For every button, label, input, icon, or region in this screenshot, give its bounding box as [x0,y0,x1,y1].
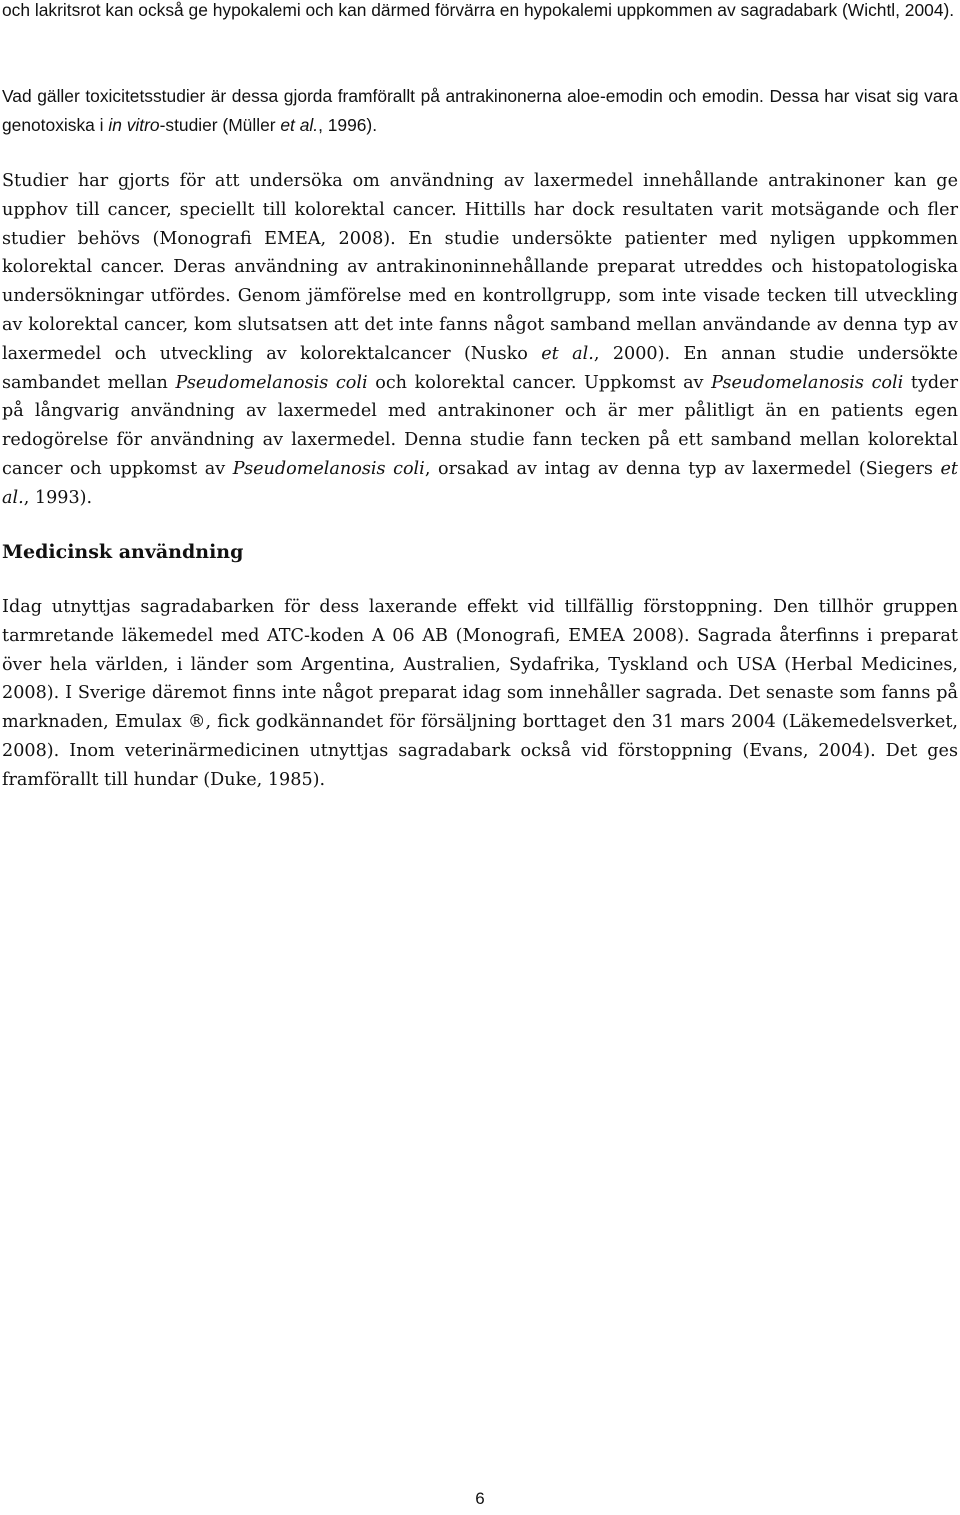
paragraph-cancer-studier: Studier har gjorts för att undersöka om användning av laxermedel innehållande antrakinoner kan ge upphov till cancer, speciellt till kolorektal cancer. Hittills har dock resultaten varit motsägande och fler studier behövs (Monografi EMEA, 2008). En studie undersökte patienter med nyligen uppkommen kolorektal cancer. Deras användning av antrakinoninnehållande preparat utreddes och histopatologiska undersökningar utfördes. Genom jämförelse med en kontrollgrupp, som inte visade tecken till utveckling av kolorektal cancer, kom slutsatsen att det inte fanns något samband mellan användande av denna typ av laxermedel och utveckling av kolorektalcancer (Nusko et al., 2000). En annan studie undersökte sambandet mellan Pseudomelanosis coli och kolorektal cancer. Uppkomst av Pseudomelanosis coli tyder på långvarig användning av laxermedel med antrakinoner och är mer pålitligt än en patients egen redogörelse för användning av laxermedel. Denna studie fann tecken på ett samband mellan kolorektal cancer och uppkomst av Pseudomelanosis coli, orsakad av intag av denna typ av laxermedel (Siegers et al., 1993). [2,171,958,508]
paragraph-toxicitet: Vad gäller toxicitetsstudier är dessa gjorda framförallt på antrakinonerna aloe-emodin och emodin. Dessa har visat sig vara genotoxiska i in vitro-studier (Müller et al., 1996). [2,86,958,135]
section-heading: Medicinsk användning [2,541,244,563]
paragraph-hypokalemi: och lakritsrot kan också ge hypokalemi och kan därmed förvärra en hypokalemi uppkommen av sagradabark (Wichtl, 2004). [2,0,955,20]
page-number: 6 [475,1489,485,1508]
paragraph-medicinsk-anvandning: Idag utnyttjas sagradabarken för dess laxerande effekt vid tillfällig förstoppning. Den tillhör gruppen tarmretande läkemedel med ATC-koden A 06 AB (Monografi, EMEA 2008). Sagrada återfinns i preparat över hela världen, i länder som Argentina, Australien, Sydafrika, Tyskland och USA (Herbal Medicines, 2008). I Sverige däremot finns inte något preparat idag som innehåller sagrada. Det senaste som fanns på marknaden, Emulax ®, fick godkännandet för försäljning borttaget den 31 mars 2004 (Läkemedelsverket, 2008). Inom veterinärmedicinen utnyttjas sagradabark också vid förstoppning (Evans, 2004). Det ges framförallt till hundar (Duke, 1985). [2,597,958,790]
